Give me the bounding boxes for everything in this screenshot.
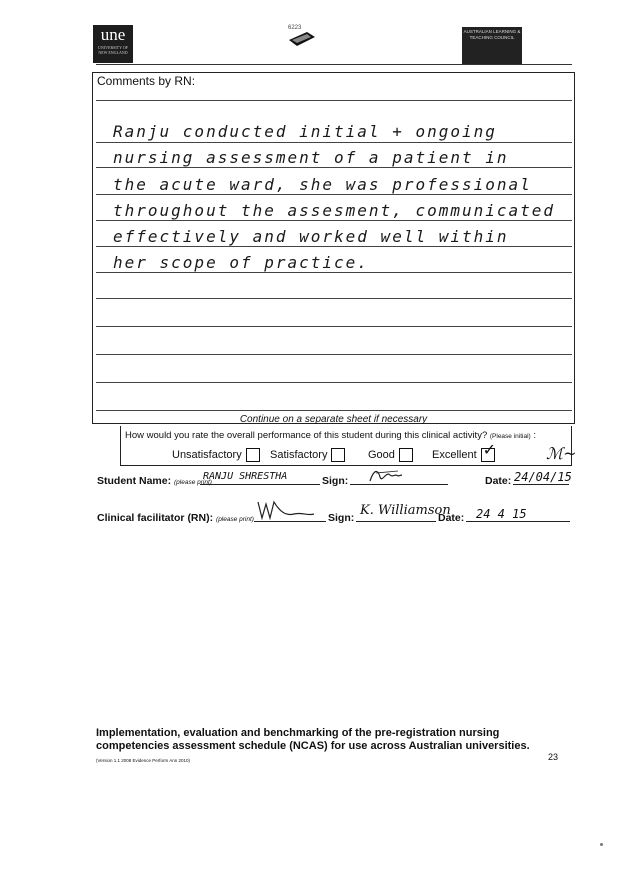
facilitator-sign-underline	[356, 521, 436, 522]
option-satisfactory[interactable]: Satisfactory	[270, 448, 345, 462]
ruled-line	[96, 100, 572, 101]
rater-initial: ℳ~	[546, 444, 577, 463]
ruled-line	[96, 410, 572, 411]
continue-note: Continue on a separate sheet if necessary	[239, 414, 428, 425]
checkmark-icon: ✓	[482, 442, 497, 459]
student-name-underline	[200, 484, 320, 485]
facilitator-date-value[interactable]: 24 4 15	[476, 507, 527, 521]
ruled-line	[96, 194, 572, 195]
comment-line-4: throughout the assesment, communicated	[113, 201, 556, 220]
facilitator-signature: K. Williamson	[360, 503, 451, 518]
facilitator-name-signature	[256, 498, 316, 522]
student-sign-label: Sign:	[322, 475, 349, 487]
header-rule	[96, 64, 572, 65]
option-good[interactable]: Good	[368, 448, 413, 462]
excellent-checkbox[interactable]	[481, 442, 497, 462]
facilitator-date-label: Date:	[438, 512, 465, 524]
page-number: 23	[548, 752, 559, 762]
ruled-line	[96, 326, 572, 327]
footer-source: (Version 1.1 2008 Evidence Perform Ann 2010)	[96, 758, 191, 763]
comment-line-3: the acute ward, she was professional	[113, 175, 532, 194]
facilitator-label: Clinical facilitator (RN): (please print)	[97, 512, 254, 524]
une-logo: une UNIVERSITY OF NEW ENGLAND	[93, 25, 133, 63]
ruled-line	[96, 272, 572, 273]
rating-question: How would you rate the overall performance of this student during this clinical activity? (Please initial) :	[125, 430, 536, 441]
ruled-line	[96, 298, 572, 299]
comment-line-5: effectively and worked well within	[113, 227, 509, 246]
footer-title: Implementation, evaluation and benchmarking of the pre-registration nursing competencies assessment schedule (NCAS) for use across Australian universities. (Version 1.1 2008 Evidence Perform Ann 2010)	[96, 727, 530, 763]
comments-label: Comments by RN:	[97, 74, 196, 88]
facilitator-sign-label: Sign:	[328, 512, 355, 524]
student-date-label: Date:	[485, 475, 512, 487]
option-excellent[interactable]: Excellent ✓	[432, 442, 497, 461]
option-unsatisfactory[interactable]: Unsatisfactory	[172, 448, 260, 462]
student-signature	[368, 467, 404, 485]
diamond-logo-icon	[289, 32, 315, 46]
satisfactory-checkbox[interactable]	[331, 448, 345, 462]
comment-line-6: her scope of practice.	[113, 253, 369, 272]
page-code: 6223	[288, 25, 302, 31]
ruled-line	[96, 220, 572, 221]
ruled-line	[96, 354, 572, 355]
student-date-underline	[513, 484, 569, 485]
comment-line-2: nursing assessment of a patient in	[113, 148, 509, 167]
student-name-label: Student Name: (please print)	[97, 475, 212, 487]
scan-speck	[600, 843, 603, 846]
unsatisfactory-checkbox[interactable]	[246, 448, 260, 462]
altc-logo: AUSTRALIAN LEARNING & TEACHING COUNCIL	[462, 27, 522, 65]
facilitator-date-underline	[466, 521, 570, 522]
good-checkbox[interactable]	[399, 448, 413, 462]
ruled-line	[96, 382, 572, 383]
student-date-value[interactable]: 24/04/15	[514, 470, 572, 484]
comment-line-1: Ranju conducted initial + ongoing	[113, 122, 497, 141]
student-name-value[interactable]: RANJU SHRESTHA	[203, 471, 288, 482]
ruled-line	[96, 142, 572, 143]
ruled-line	[96, 246, 572, 247]
ruled-line	[96, 167, 572, 168]
